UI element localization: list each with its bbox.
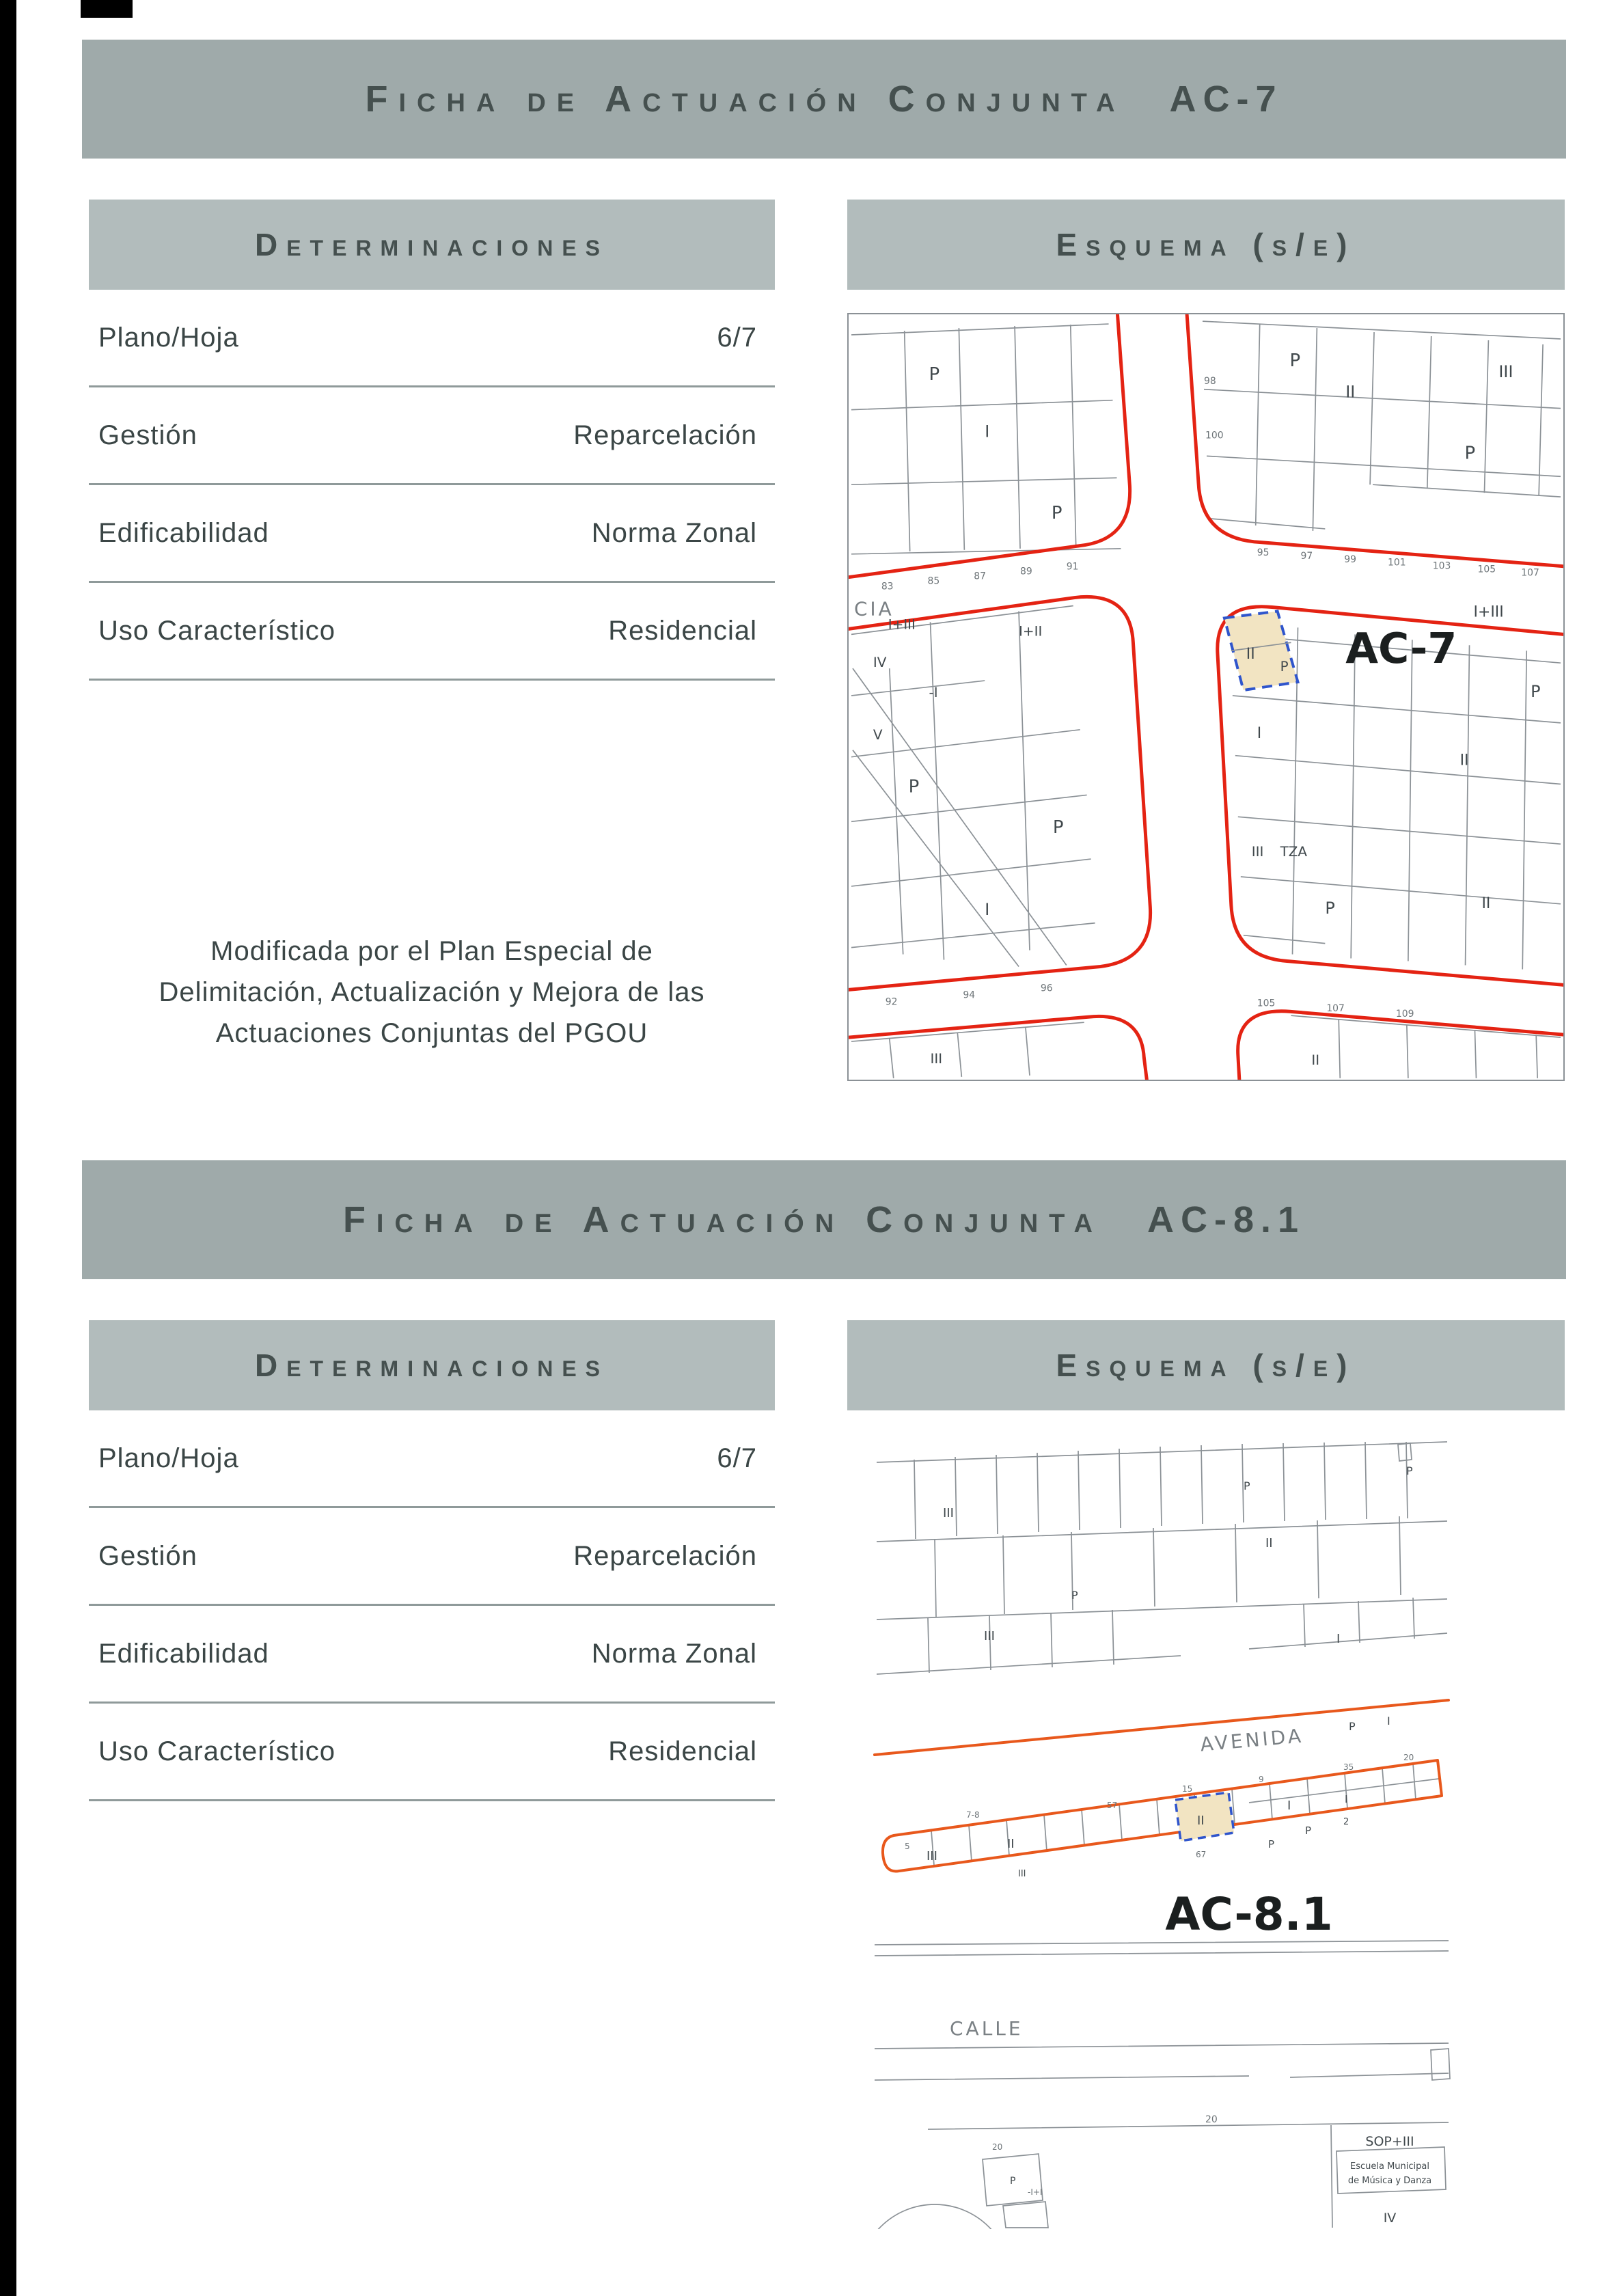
note-line: Actuaciones Conjuntas del PGOU xyxy=(215,1018,648,1048)
house-number-label: 105 xyxy=(1477,564,1496,575)
parcel-code-label: P xyxy=(1010,2176,1016,2187)
house-number-label: 83 xyxy=(881,581,894,592)
parcel-code-label: TZA xyxy=(1280,844,1308,860)
house-number-label: 100 xyxy=(1205,430,1224,441)
field-row-plano-hoja xyxy=(89,1410,775,1508)
esquema-map-ac81 xyxy=(866,1434,1458,2229)
modification-note xyxy=(89,931,775,1054)
parcel-code-label: I xyxy=(1336,1632,1341,1646)
esquema-header: Esquema (s/e) xyxy=(1056,227,1356,262)
field-value: Reparcelación xyxy=(573,1540,757,1571)
house-number-label: 105 xyxy=(1257,998,1276,1009)
parcel-code-label: I+II xyxy=(1019,623,1043,640)
school-label-line2: de Música y Danza xyxy=(1347,2176,1432,2186)
field-row-gestion xyxy=(89,1508,775,1606)
section-title-code: AC-7 xyxy=(1169,79,1283,120)
parcel-code-label: II xyxy=(1265,1536,1273,1550)
house-number-label: -I+I xyxy=(1028,2187,1043,2197)
house-number-label: 98 xyxy=(1204,375,1216,387)
floors-label: IV xyxy=(1383,2211,1397,2226)
field-row-edificabilidad xyxy=(89,1606,775,1704)
street-name-calle: CALLE xyxy=(950,2017,1024,2040)
parcel-code-label: 2 xyxy=(1343,1817,1349,1827)
house-number-label: 9 xyxy=(1259,1775,1264,1784)
school-label-line1: Escuela Municipal xyxy=(1350,2161,1429,2172)
house-number-label: 35 xyxy=(1343,1762,1354,1772)
parcel-code-label: II xyxy=(1007,1837,1015,1851)
determinaciones-header: Determinaciones xyxy=(254,1348,609,1383)
section-title-text: Ficha de Actuación Conjunta xyxy=(365,79,1126,120)
house-number-label: 20 xyxy=(992,2142,1003,2152)
house-number-label: 107 xyxy=(1521,567,1539,579)
parcel-code-label: II xyxy=(1246,646,1255,664)
esquema-header-bar xyxy=(847,1320,1565,1410)
parcel-code-label: P xyxy=(1305,1824,1312,1837)
house-number-labels xyxy=(905,1753,1414,2197)
parcel-code-label: P xyxy=(1531,682,1541,701)
parcel-code-label: II xyxy=(1459,752,1469,769)
parcel-code-label: P xyxy=(1406,1464,1413,1477)
esquema-header: Esquema (s/e) xyxy=(1056,1348,1356,1383)
section-title-bar xyxy=(82,40,1566,159)
determinaciones-header-bar xyxy=(89,1320,775,1410)
parcel-code-label: III xyxy=(1498,361,1513,381)
scan-edge-artifact xyxy=(0,0,16,2296)
house-number-label: 85 xyxy=(927,575,940,587)
parcel-code-label: I xyxy=(1257,724,1262,742)
parcel-code-label: II xyxy=(1481,894,1491,912)
esquema-map-ac7 xyxy=(847,313,1565,1081)
field-label: Edificabilidad xyxy=(98,517,269,548)
field-label: Uso Característico xyxy=(98,1736,335,1766)
parcel-code-label: P xyxy=(929,364,940,385)
field-row-uso-caracteristico xyxy=(89,1704,775,1801)
zone-code-label: SOP+III xyxy=(1365,2134,1414,2149)
parcel-code-label: I xyxy=(1287,1799,1291,1813)
parcel-code-label: P xyxy=(1325,898,1335,918)
section-title-bar xyxy=(82,1160,1566,1279)
street-name-avenida: AVENIDA xyxy=(1199,1724,1305,1756)
field-row-edificabilidad xyxy=(89,485,775,583)
parcel-code-label: I+III xyxy=(888,616,916,633)
house-number-label: 94 xyxy=(963,989,976,1001)
house-number-label: 20 xyxy=(1403,1753,1414,1762)
road-lines xyxy=(849,314,1563,1080)
house-number-label: 67 xyxy=(1196,1850,1207,1859)
field-value: 6/7 xyxy=(717,322,757,353)
section-title-text: Ficha de Actuación Conjunta xyxy=(342,1199,1103,1240)
house-number-label: 15 xyxy=(1182,1784,1193,1794)
section-title xyxy=(343,1199,1305,1241)
house-number-label: 89 xyxy=(1020,566,1032,577)
parcel-code-label: III xyxy=(930,1050,943,1067)
house-number-label: 99 xyxy=(1344,554,1356,565)
area-label-ac7: AC-7 xyxy=(1345,624,1457,674)
field-label: Uso Característico xyxy=(98,615,335,646)
parcel-code-label: P xyxy=(1464,443,1476,464)
field-row-plano-hoja xyxy=(89,290,775,387)
field-row-gestion xyxy=(89,387,775,485)
parcel-code-label: P xyxy=(1244,1479,1250,1492)
parcel-code-label: III xyxy=(1251,844,1264,860)
parcel-code-label: II xyxy=(1197,1814,1205,1828)
parcel-code-label: P xyxy=(1289,350,1301,371)
parcel-code-label: I xyxy=(985,899,990,919)
field-row-uso-caracteristico xyxy=(89,583,775,681)
parcel-code-label: III xyxy=(984,1629,995,1643)
house-number-label: 92 xyxy=(885,996,898,1008)
parcel-code-label: P xyxy=(1349,1720,1356,1733)
parcel-code-label: P xyxy=(1051,502,1062,523)
field-label: Plano/Hoja xyxy=(98,322,239,353)
street-name-fragment: CIA xyxy=(853,597,894,620)
field-label: Gestión xyxy=(98,420,197,450)
parcel-code-label: I xyxy=(1345,1793,1348,1805)
parcel-code-label: P xyxy=(1052,817,1064,838)
roundabout-arc xyxy=(866,2204,1011,2229)
parcel-code-label: IV xyxy=(873,655,887,671)
determinaciones-table xyxy=(89,1410,775,1801)
house-number-label: 5 xyxy=(905,1842,910,1851)
note-line: Delimitación, Actualización y Mejora de las xyxy=(159,977,705,1007)
avenue-lines xyxy=(875,1700,1449,1871)
parcel-code-label: III xyxy=(1018,1869,1026,1879)
parcel-code-label: III xyxy=(927,1849,937,1863)
parcel-code-label: P xyxy=(1071,1589,1078,1602)
house-number-label: 96 xyxy=(1040,983,1053,994)
field-value: Norma Zonal xyxy=(591,1638,757,1669)
house-number-label: 87 xyxy=(974,571,987,582)
parcel-code-label: I+III xyxy=(1473,603,1504,621)
parcel-code-label: I xyxy=(985,422,990,441)
field-value: Residencial xyxy=(608,1736,757,1766)
parcel-code-label: -I xyxy=(929,685,938,700)
determinaciones-header-bar xyxy=(89,200,775,290)
house-number-label: 109 xyxy=(1395,1009,1414,1020)
parcel-code-label: II xyxy=(1345,382,1356,402)
parcel-code-label: P xyxy=(1268,1838,1275,1850)
esquema-header-bar xyxy=(847,200,1565,290)
field-label: Plano/Hoja xyxy=(98,1443,239,1473)
parcel-code-label: V xyxy=(873,726,883,743)
house-number-label: 57 xyxy=(1107,1801,1118,1810)
field-value: Norma Zonal xyxy=(591,517,757,548)
field-value: 6/7 xyxy=(717,1443,757,1473)
parcel-code-label: P xyxy=(1280,659,1289,675)
parcel-code-labels xyxy=(873,351,1541,1068)
determinaciones-table xyxy=(89,290,775,681)
parcel-code-label: I xyxy=(1387,1714,1390,1727)
field-value: Residencial xyxy=(608,615,757,646)
house-number-label: 91 xyxy=(1066,561,1079,573)
field-label: Edificabilidad xyxy=(98,1638,269,1669)
field-label: Gestión xyxy=(98,1540,197,1571)
field-value: Reparcelación xyxy=(573,420,757,450)
house-number-label: 103 xyxy=(1432,560,1451,572)
parcel-code-label: P xyxy=(908,776,920,797)
house-number-label: 101 xyxy=(1387,557,1406,569)
note-line: Modificada por el Plan Especial de xyxy=(210,936,653,966)
cadastral-map-ac7 xyxy=(849,314,1563,1080)
section-title-code: AC-8.1 xyxy=(1147,1199,1306,1240)
highlighted-parcel-ac81 xyxy=(1175,1792,1234,1841)
parcel-code-label: III xyxy=(943,1506,954,1520)
house-number-label: 20 xyxy=(1205,2114,1218,2125)
scan-corner-artifact xyxy=(81,0,133,18)
house-number-label: 107 xyxy=(1326,1003,1345,1015)
area-label-ac81: AC-8.1 xyxy=(1165,1888,1333,1941)
determinaciones-header: Determinaciones xyxy=(254,227,609,262)
cadastral-map-ac81 xyxy=(866,1434,1458,2229)
parcel-code-label: II xyxy=(1311,1052,1320,1068)
house-number-labels xyxy=(881,376,1539,1020)
house-number-label: 7-8 xyxy=(966,1810,980,1820)
house-number-label: 97 xyxy=(1300,550,1313,562)
section-title xyxy=(365,78,1283,120)
house-number-label: 95 xyxy=(1257,547,1270,558)
